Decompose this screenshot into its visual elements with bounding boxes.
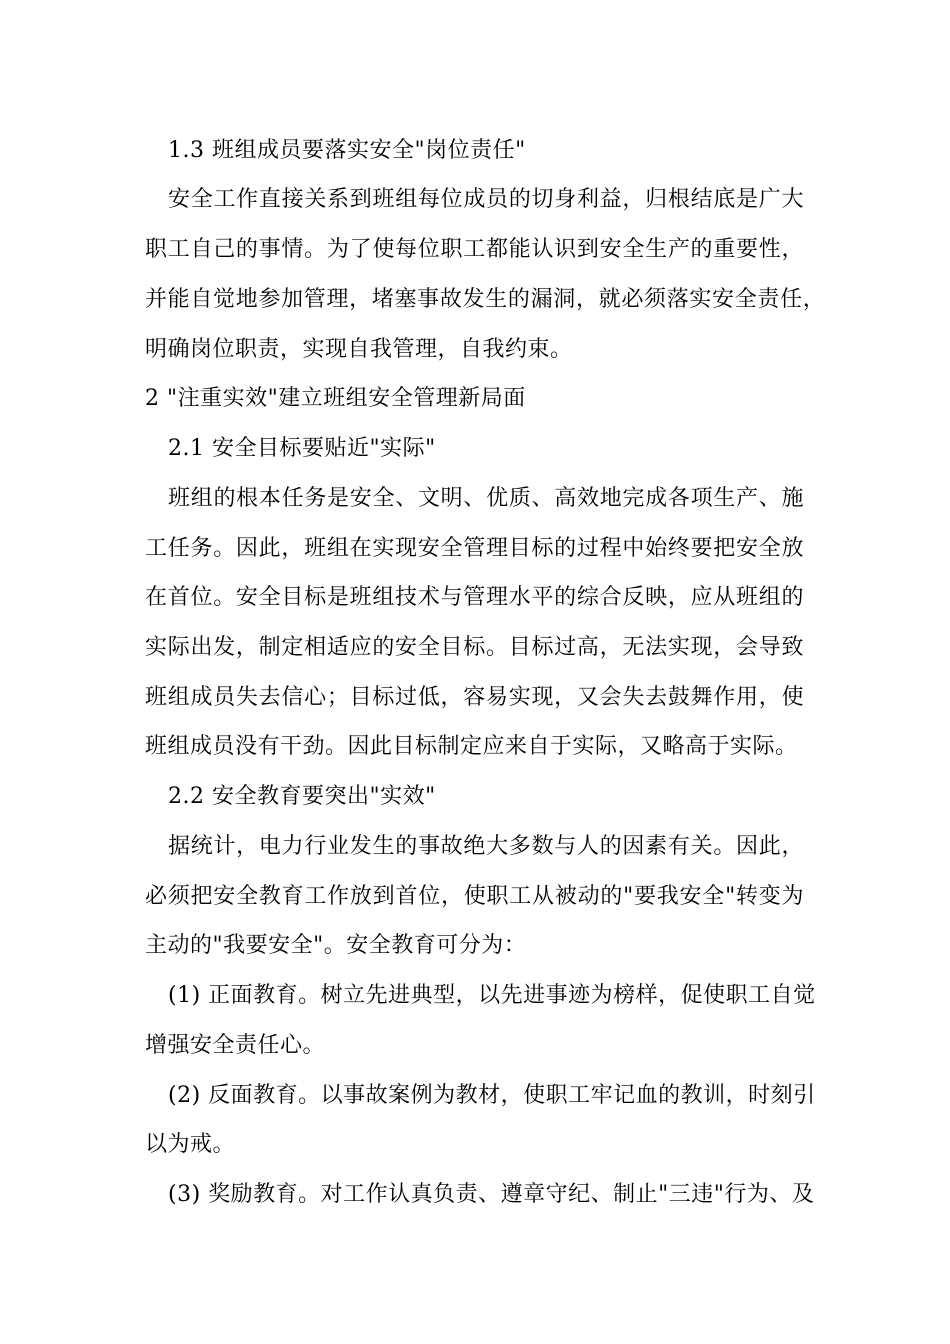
section-heading-2-1: 2.1 安全目标要贴近"实际" bbox=[168, 436, 436, 461]
paragraph-line: 班组的根本任务是安全、文明、优质、高效地完成各项生产、施 bbox=[168, 486, 804, 511]
paragraph-line: 主动的"我要安全"。安全教育可分为： bbox=[145, 933, 527, 958]
section-heading-2: 2 "注重实效"建立班组安全管理新局面 bbox=[145, 386, 526, 411]
paragraph-line: 安全工作直接关系到班组每位成员的切身利益，归根结底是广大 bbox=[168, 187, 804, 212]
paragraph-line: 必须把安全教育工作放到首位，使职工从被动的"要我安全"转变为 bbox=[145, 884, 804, 909]
list-item-line: (2) 反面教育。以事故案例为教材，使职工牢记血的教训，时刻引 bbox=[168, 1083, 816, 1108]
paragraph-line: 并能自觉地参加管理，堵塞事故发生的漏洞，就必须落实安全责任， bbox=[145, 287, 825, 312]
list-item-line: (3) 奖励教育。对工作认真负责、遵章守纪、制止"三违"行为、及 bbox=[168, 1182, 815, 1207]
paragraph-line: 班组成员没有干劲。因此目标制定应来自于实际，又略高于实际。 bbox=[145, 734, 798, 759]
paragraph-line: 明确岗位职责，实现自我管理，自我约束。 bbox=[145, 337, 573, 362]
section-heading-2-2: 2.2 安全教育要突出"实效" bbox=[168, 784, 436, 809]
paragraph-line: 实际出发，制定相适应的安全目标。目标过高，无法实现，会导致 bbox=[145, 635, 804, 660]
list-item-line: 以为戒。 bbox=[145, 1132, 236, 1157]
paragraph-line: 在首位。安全目标是班组技术与管理水平的综合反映，应从班组的 bbox=[145, 585, 804, 610]
paragraph-line: 班组成员失去信心；目标过低，容易实现，又会失去鼓舞作用，使 bbox=[145, 685, 804, 710]
paragraph-line: 据统计，电力行业发生的事故绝大多数与人的因素有关。因此， bbox=[168, 834, 804, 859]
section-heading-1-3: 1.3 班组成员要落实安全"岗位责任" bbox=[168, 138, 526, 163]
list-item-line: (1) 正面教育。树立先进典型，以先进事迹为榜样，促使职工自觉 bbox=[168, 983, 816, 1008]
list-item-line: 增强安全责任心。 bbox=[145, 1033, 326, 1058]
paragraph-line: 工任务。因此，班组在实现安全管理目标的过程中始终要把安全放 bbox=[145, 536, 804, 561]
paragraph-line: 职工自己的事情。为了使每位职工都能认识到安全生产的重要性， bbox=[145, 237, 804, 262]
